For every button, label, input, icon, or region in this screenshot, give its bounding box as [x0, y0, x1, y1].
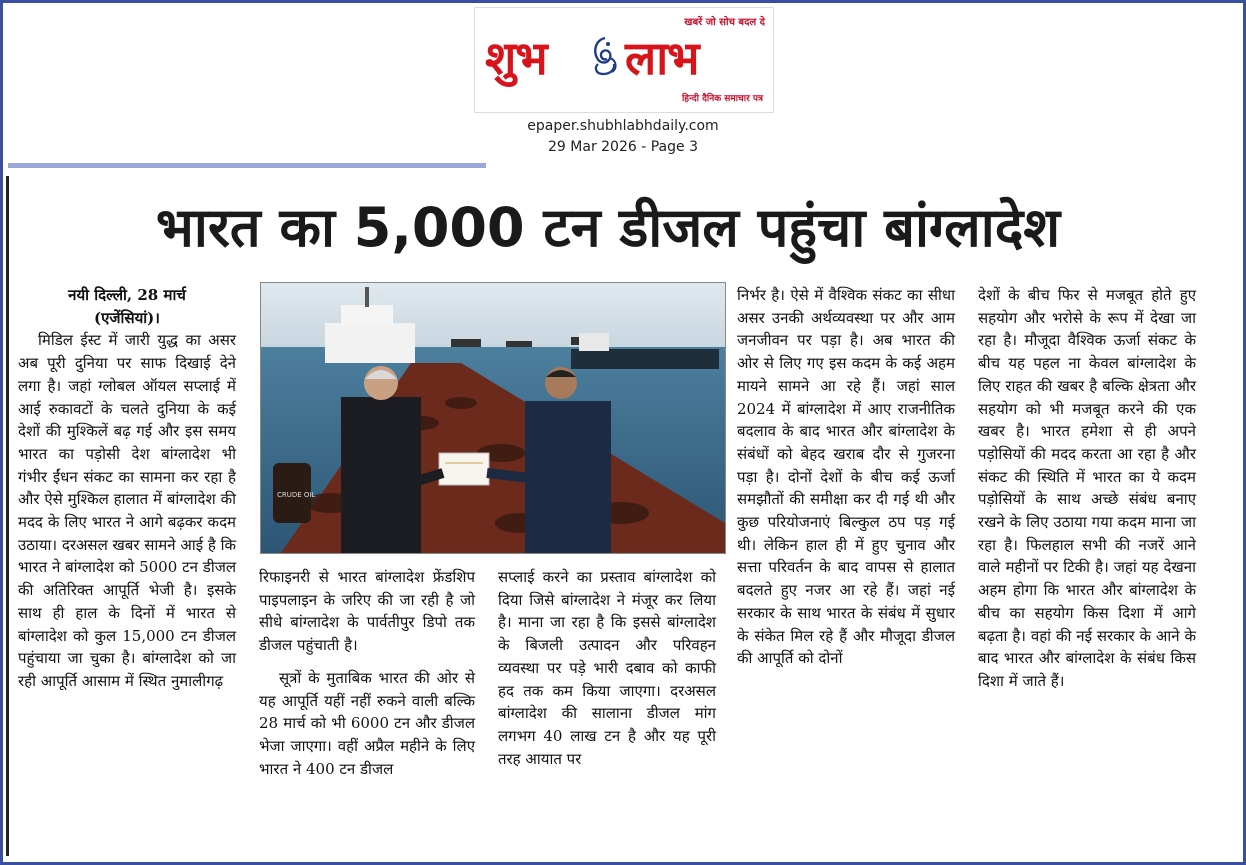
column-4-text: निर्भर है। ऐसे में वैश्विक संकट का सीधा असर उनकी अर्थव्यवस्था पर और आम जनजीवन पर पड़ा है। अब भारत की ओर से लिए गए इस कदम के कई अहम मायने सामने आ रहे हैं। जहां साल 2024 में बांग्लादेश में आए राजनीतिक बदलाव के बाद भारत और बांग्लादेश के संबंधों को बेहद खराब दौर से गुजरना पड़ा है। दोनों देशों के बीच कई ऊर्जा समझौतों की समीक्षा कर दी गई थी और कुछ परियोजनाएं बिल्कुल ठप पड़ गई थी। लेकिन हाल ही में हुए चुनाव और सत्ता परिवर्तन के बाद वापस से हालात बदलते हुए नजर आ रहे हैं। जहां नई सरकार के साथ भारत के संबंध में सुधार के संकेत मिल रहे हैं और मौजूदा डीजल की आपूर्ति को दोनों [737, 286, 955, 668]
article-photo[interactable] [260, 282, 726, 554]
masthead-tagline: खबरें जो सोच बदल दे [684, 17, 765, 28]
column-2-text-a: रिफाइनरी से भारत बांग्लादेश फ्रेंडशिप पाइपलाइन के जरिए की जा रही है जो सीधे बांग्लादेश के पार्वतीपुर डिपो तक डीजल पहुंचाती है। [259, 568, 475, 655]
logo-text-right: लाभ [625, 31, 699, 85]
masthead-subtitle: हिन्दी दैनिक समाचार पत्र [681, 94, 763, 104]
left-rule [6, 176, 9, 856]
article-column-1 [18, 284, 236, 693]
photo-illustration [261, 283, 725, 553]
dateline-agency: (एजेंसियां)। [94, 308, 160, 327]
article-column-5 [978, 284, 1196, 693]
column-5-text: देशों के बीच फिर से मजबूत होते हुए सहयोग और भरोसे के रूप में देखा जा रहा है। मौजूदा वैश्विक ऊर्जा संकट के बीच यह पहल ना केवल बांग्लादेश के लिए राहत की खबर है बल्कि क्षेत्रता और सहयोग को भी मजबूत करने की एक खबर है। भारत हमेशा से ही अपने पड़ोसियों की मदद करता आ रहा है और संकट की स्थिति में भारत का ये कदम पड़ोसियों के साथ अच्छे संबंध बनाए रखने के लिए उठाया गया कदम माना जा रहा है। फिलहाल सभी की नजरें आने वाले महीनों पर टिकी है। जहां यह देखना अहम होगा कि भारत और बांग्लादेश के बीच का सहयोग किस दिशा में आगे बढ़ता है। वहां की नई सरकार के आने के बाद भारत और बांग्लादेश के संबंध किस दिशा में जाते हैं। [978, 286, 1196, 690]
column-2-text-b: सूत्रों के मुताबिक भारत की ओर से यह आपूर्ति यहीं नहीं रुकने वाली बल्कि 28 मार्च को भी 6000 टन और डीजल भेजा जाएगा। वहीं अप्रैल महीने के लिए भारत ने 400 टन डीजल [259, 668, 475, 778]
article-column-2 [259, 566, 475, 780]
column-1-text: मिडिल ईस्ट में जारी युद्ध का असर अब पूरी दुनिया पर साफ दिखाई देने लगा है। जहां ग्लोबल ऑयल सप्लाई में आई रुकावटों के चलते दुनिया के कई देशों की मुश्किलें बढ़ गई और इस समय भारत का पड़ोसी देश बांग्लादेश भी गंभीर ईंधन संकट का सामना कर रहा है और ऐसे मुश्किल हालात में बांग्लादेश की मदद के लिए भारत ने आगे बढ़कर कदम उठाया। दरअसल खबर सामने आई है कि भारत ने बांग्लादेश को 5000 टन डीजल की अतिरिक्त आपूर्ति भेजी है। इसके साथ ही हाल के दिनों में भारत से बांग्लादेश को कुल 15,000 टन डीजल पहुंचाया जा चुका है। बांग्लादेश को जा रही आपूर्ति आसाम में स्थित नुमालीगढ़ [18, 331, 236, 690]
ganesha-icon [588, 34, 622, 78]
dateline-city: नयी दिल्ली, 28 मार्च [68, 286, 186, 304]
article-column-4 [737, 284, 955, 670]
column-3-text: सप्लाई करने का प्रस्ताव बांग्लादेश को दिया जिसे बांग्लादेश ने मंजूर कर लिया है। माना जा रहा है कि इससे बांग्लादेश के बिजली उत्पादन और परिवहन व्यवस्था पर पड़े भारी दबाव को काफी हद तक कम किया जाएगा। दरअसल बांग्लादेश की सालाना डीजल मांग लगभग 40 लाख टन है और यह पूरी तरह आयात पर [498, 568, 716, 768]
article-column-3 [498, 566, 716, 770]
edition-date: 29 Mar 2026 - Page 3 [548, 139, 698, 155]
logo-text-left: शुभ [485, 31, 547, 85]
epaper-url[interactable]: epaper.shubhlabhdaily.com [527, 118, 719, 134]
barrel-label: CRUDE OIL [277, 491, 316, 499]
masthead-logo[interactable] [474, 7, 774, 113]
top-rule [8, 163, 486, 168]
article-headline: भारत का 5,000 टन डीजल पहुंचा बांग्लादेश [155, 196, 1061, 259]
